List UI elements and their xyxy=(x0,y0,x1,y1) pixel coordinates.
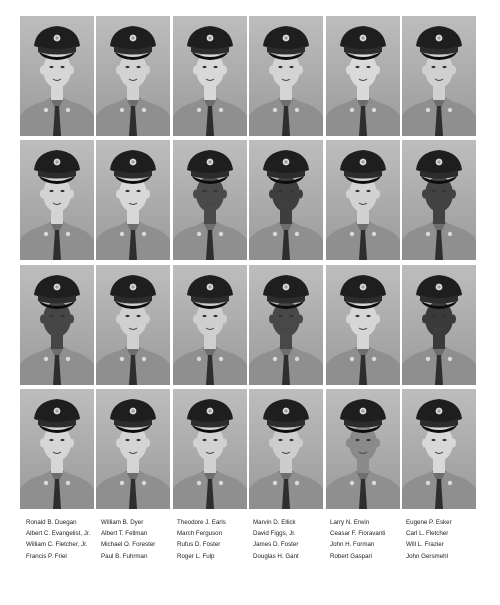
name-caption: Michael O. Forester xyxy=(101,541,156,549)
soldier-portrait-image xyxy=(249,265,323,385)
soldier-portrait-image xyxy=(20,265,94,385)
portrait-photo xyxy=(96,389,170,509)
caption-column-3 xyxy=(177,517,253,562)
portrait-photo xyxy=(20,389,94,509)
name-caption: William B. Dyer xyxy=(101,519,144,526)
portrait-photo xyxy=(402,16,476,136)
name-caption: March Ferguson xyxy=(177,530,223,538)
soldier-portrait-image xyxy=(326,140,400,260)
name-caption: Albert T. Fellman xyxy=(101,530,148,538)
caption-column-4 xyxy=(253,517,330,562)
name-caption: Albert C. Evangelist, Jr. xyxy=(26,530,91,538)
soldier-portrait-image xyxy=(20,140,94,260)
portrait-photo xyxy=(173,16,247,136)
portrait-photo xyxy=(96,265,170,385)
name-caption: Eugene P. Esker xyxy=(406,519,452,526)
soldier-portrait-image xyxy=(249,140,323,260)
name-caption: Ronald B. Duegan xyxy=(26,519,77,526)
portrait-photo xyxy=(326,389,400,509)
caption-column-2 xyxy=(101,517,177,562)
name-caption: Francis P. Friel xyxy=(26,552,67,560)
soldier-portrait-image xyxy=(402,265,476,385)
portrait-photo xyxy=(402,140,476,260)
soldier-portrait-image xyxy=(326,265,400,385)
portrait-photo xyxy=(173,265,247,385)
portrait-photo xyxy=(249,16,323,136)
name-caption: Carl L. Fletcher xyxy=(406,530,449,538)
name-caption: Paul B. Fuhrman xyxy=(101,552,148,560)
caption-column-5 xyxy=(330,517,406,562)
portrait-photo xyxy=(249,389,323,509)
name-caption: Will L. Frazier xyxy=(406,541,444,549)
portrait-photo xyxy=(20,265,94,385)
soldier-portrait-image xyxy=(402,140,476,260)
soldier-portrait-image xyxy=(249,389,323,509)
name-caption: Roger L. Fulp xyxy=(177,552,215,560)
soldier-portrait-image xyxy=(96,265,170,385)
portrait-photo xyxy=(326,16,400,136)
name-caption: David Figgs, Jr. xyxy=(253,530,296,538)
soldier-portrait-image xyxy=(326,16,400,136)
name-caption: Marvin D. Ellick xyxy=(253,519,296,526)
portrait-photo xyxy=(173,389,247,509)
name-caption: James D. Foster xyxy=(253,541,299,549)
soldier-portrait-image xyxy=(326,389,400,509)
portrait-photo xyxy=(326,140,400,260)
portrait-grid xyxy=(20,16,476,509)
soldier-portrait-image xyxy=(96,140,170,260)
soldier-portrait-image xyxy=(20,16,94,136)
portrait-photo xyxy=(402,389,476,509)
caption-column-6 xyxy=(406,517,486,562)
soldier-portrait-image xyxy=(173,265,247,385)
portrait-photo xyxy=(249,140,323,260)
portrait-photo xyxy=(96,140,170,260)
portrait-photo xyxy=(173,140,247,260)
soldier-portrait-image xyxy=(96,389,170,509)
portrait-photo xyxy=(249,265,323,385)
soldier-portrait-image xyxy=(173,389,247,509)
soldier-portrait-image xyxy=(20,389,94,509)
portrait-photo xyxy=(20,16,94,136)
name-caption: Theodore J. Earls xyxy=(177,519,226,526)
name-caption: Douglas H. Gant xyxy=(253,552,299,560)
name-captions xyxy=(26,517,486,562)
caption-column-1 xyxy=(26,517,101,562)
name-caption: Robert Gaspari xyxy=(330,552,372,560)
name-caption: John Gersmehl xyxy=(406,552,448,560)
portrait-photo xyxy=(402,265,476,385)
name-caption: Rufus D. Foster xyxy=(177,541,221,549)
soldier-portrait-image xyxy=(402,16,476,136)
soldier-portrait-image xyxy=(173,16,247,136)
portrait-photo xyxy=(20,140,94,260)
name-caption: John H. Forman xyxy=(330,541,375,549)
portrait-photo xyxy=(96,16,170,136)
name-caption: William C. Fletcher, Jr. xyxy=(26,541,88,549)
name-caption: Larry N. Erwin xyxy=(330,519,370,526)
name-caption: Ceasar F. Fioravanti xyxy=(330,530,386,538)
soldier-portrait-image xyxy=(96,16,170,136)
soldier-portrait-image xyxy=(402,389,476,509)
portrait-photo xyxy=(326,265,400,385)
soldier-portrait-image xyxy=(173,140,247,260)
soldier-portrait-image xyxy=(249,16,323,136)
